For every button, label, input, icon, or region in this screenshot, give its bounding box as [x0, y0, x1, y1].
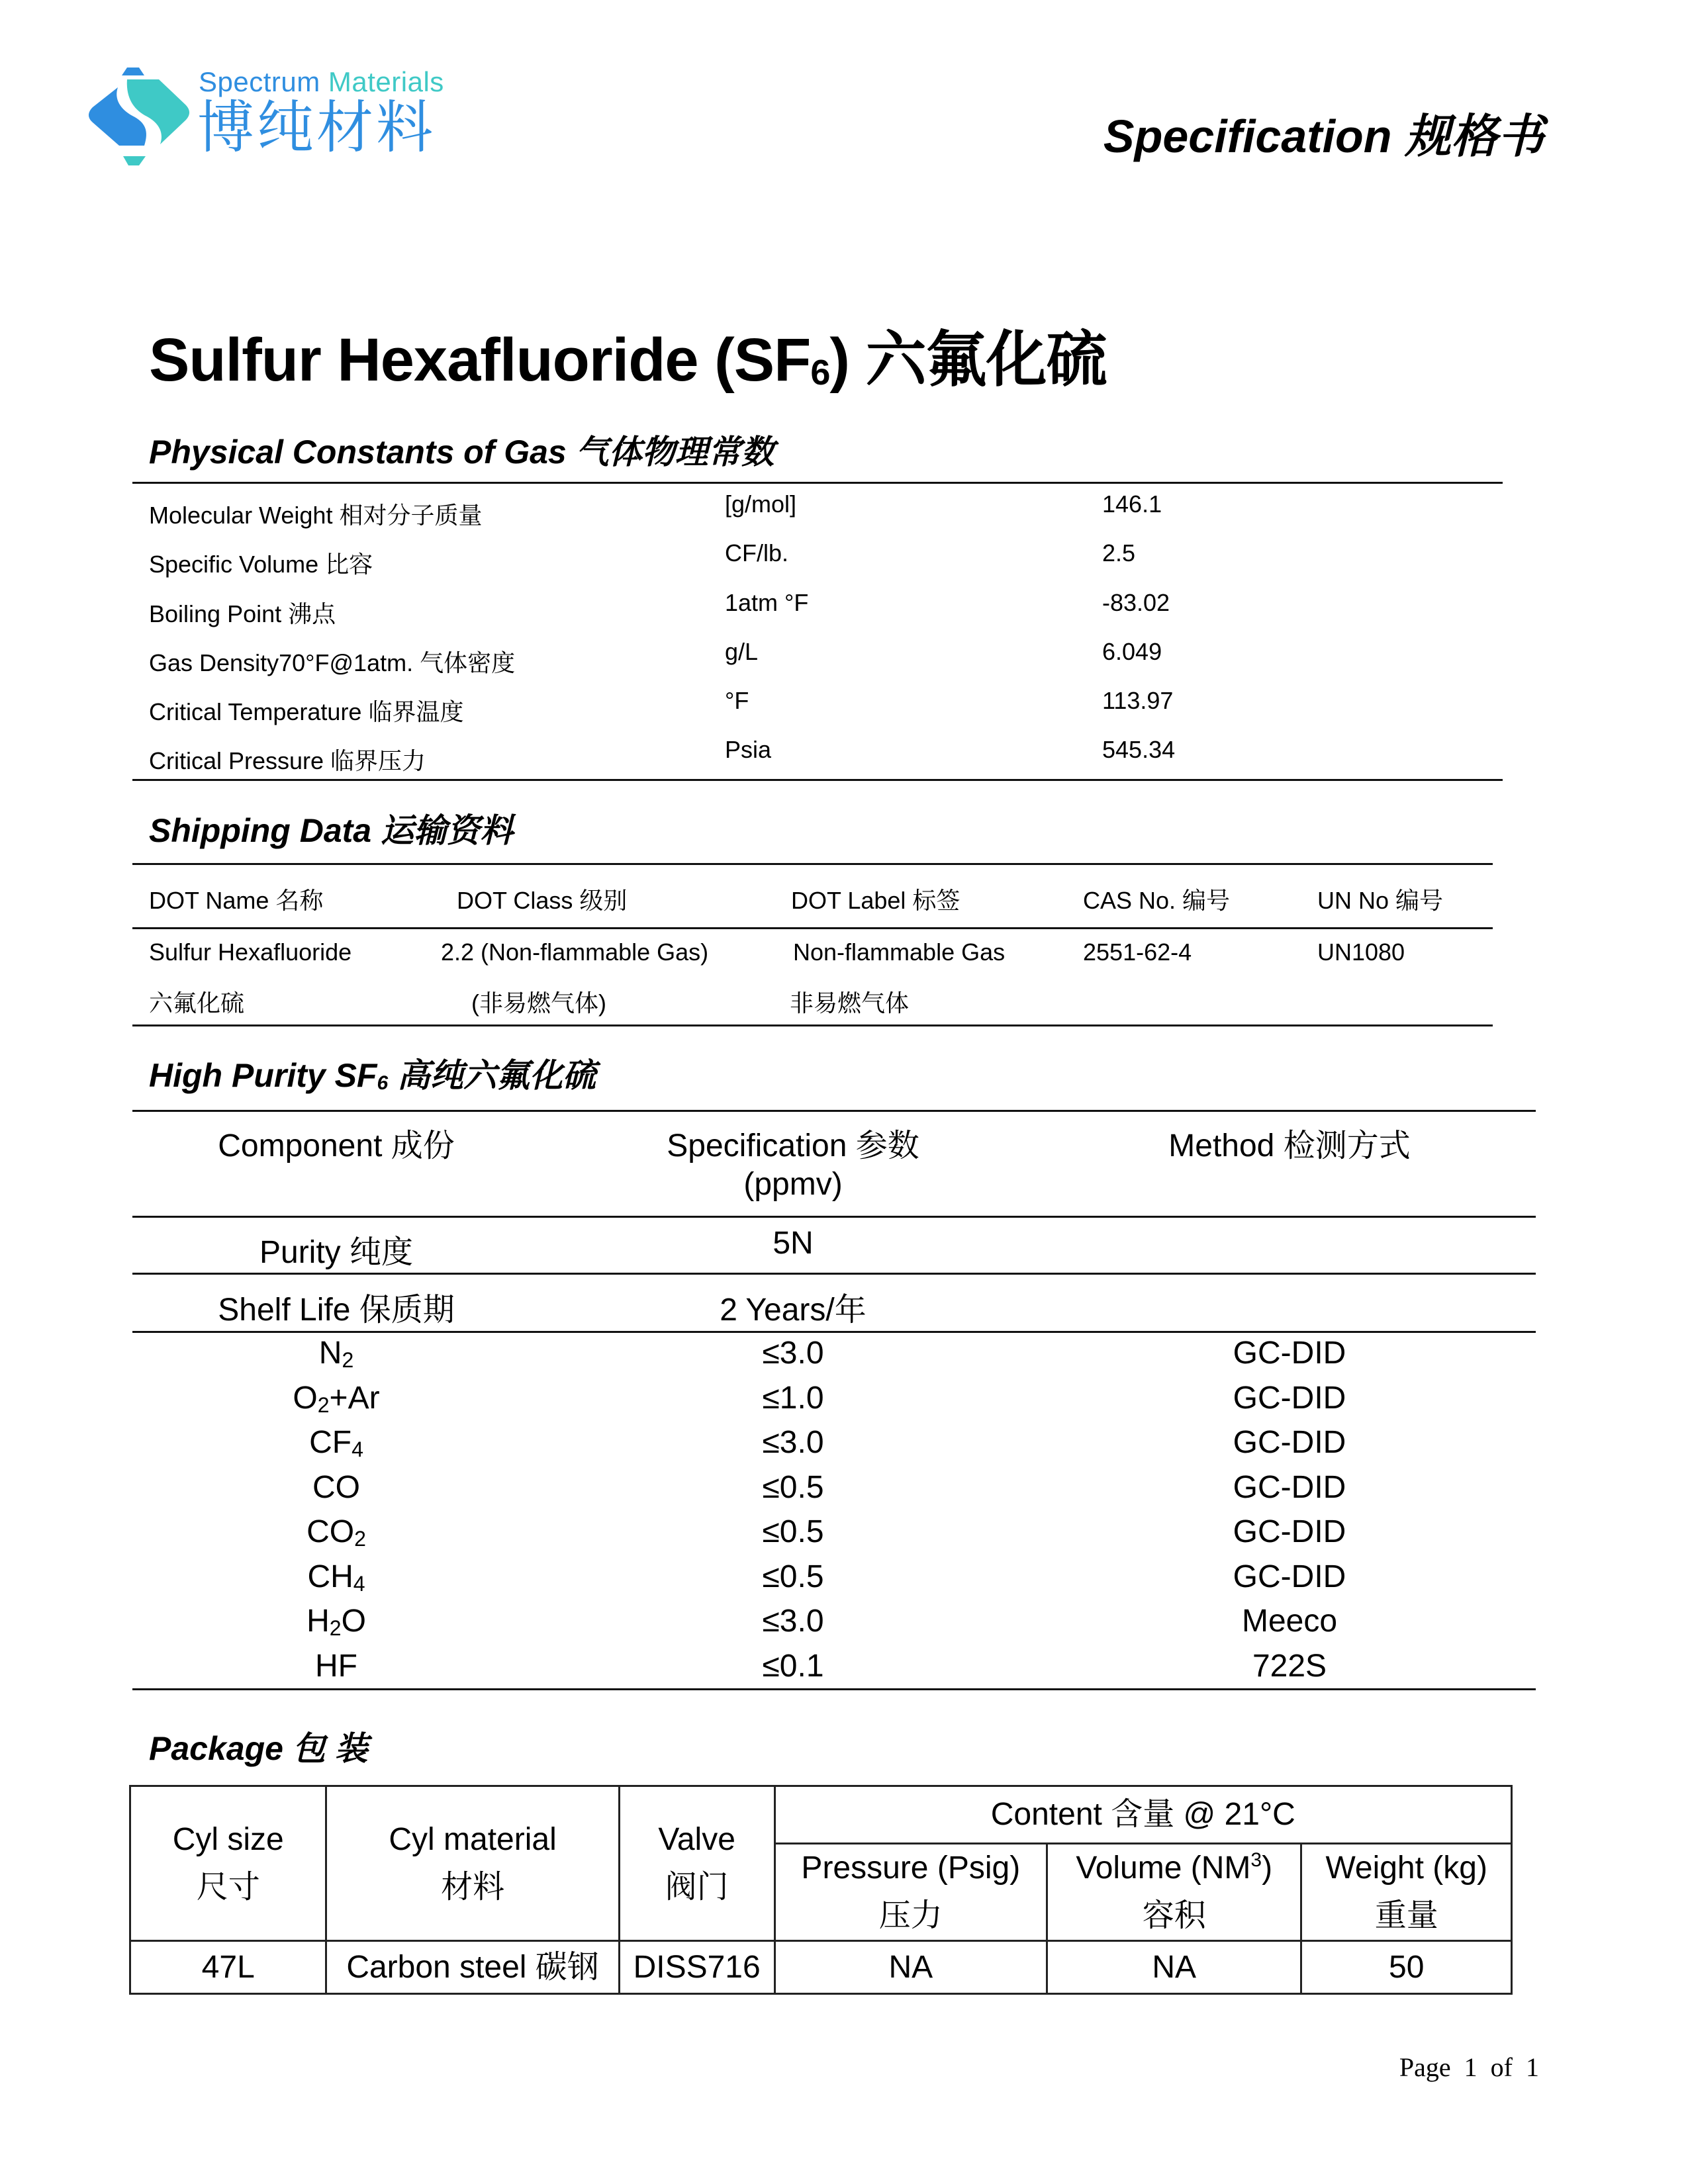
- title-suffix: ) 六氟化硫: [829, 326, 1107, 394]
- package-heading: Package 包 装: [149, 1730, 368, 1767]
- property-unit: Psia: [725, 736, 772, 763]
- shipping-cell-cn: (非易燃气体): [471, 989, 606, 1017]
- shelf-life-value: 2 Years/年: [720, 1293, 867, 1328]
- component-base: O: [293, 1381, 318, 1416]
- valve-cn: 阀门: [665, 1869, 729, 1905]
- cyl-material-en: Cyl material: [389, 1821, 557, 1857]
- component-name: [312, 1469, 360, 1506]
- shipping-header-cell: DOT Class 级别: [457, 887, 628, 914]
- divider: [132, 1110, 1536, 1112]
- content-header: Content 含量 @ 21°C: [774, 1786, 1511, 1844]
- component-base: CF: [309, 1425, 352, 1460]
- volume-cn: 容积: [1142, 1898, 1206, 1933]
- volume-en: [1048, 1844, 1300, 1892]
- property-value: 6.049: [1102, 638, 1162, 665]
- component-method: GC-DID: [1233, 1336, 1346, 1371]
- cyl-size-en: Cyl size: [172, 1821, 284, 1857]
- property-value: 146.1: [1102, 490, 1162, 518]
- shipping-cell-cn: 六氟化硫: [149, 989, 245, 1017]
- divider: [132, 927, 1493, 929]
- component-name: [306, 1514, 366, 1551]
- brand-name-en: [199, 66, 444, 98]
- component-tail: O: [341, 1604, 366, 1639]
- title-prefix: Sulfur Hexafluoride (SF: [149, 326, 811, 394]
- header-component: Component 成份: [218, 1128, 455, 1163]
- property-label: Gas Density70°F@1atm. 气体密度: [149, 649, 516, 676]
- property-unit: g/L: [725, 638, 759, 665]
- component-spec: ≤3.0: [762, 1604, 824, 1639]
- component-subscript: 4: [353, 1572, 365, 1596]
- component-spec: ≤0.5: [762, 1514, 824, 1549]
- volume-header: [1047, 1844, 1301, 1941]
- property-label: Critical Pressure 临界压力: [149, 747, 426, 774]
- header-method: Method 检测方式: [1168, 1128, 1411, 1163]
- cyl-material-value: Carbon steel 碳钢: [326, 1941, 619, 1994]
- cyl-material-header: [326, 1786, 619, 1941]
- page-number: Page 1 of 1: [1399, 2052, 1539, 2082]
- divider: [132, 1273, 1536, 1275]
- package-table: [129, 1785, 1513, 1995]
- physical-constants-heading: Physical Constants of Gas 气体物理常数: [149, 433, 774, 471]
- component-method: GC-DID: [1233, 1425, 1346, 1460]
- property-label: Boiling Point 沸点: [149, 600, 336, 627]
- component-method: Meeco: [1241, 1604, 1338, 1639]
- component-base: H: [306, 1604, 330, 1639]
- component-spec: ≤3.0: [762, 1425, 824, 1460]
- shipping-data-heading: Shipping Data 运输资料: [149, 812, 513, 849]
- weight-cn: 重量: [1374, 1898, 1438, 1933]
- purity-value: 5N: [773, 1226, 814, 1261]
- divider: [132, 1216, 1536, 1218]
- component-method: GC-DID: [1233, 1470, 1346, 1505]
- component-name: [306, 1603, 366, 1641]
- shipping-header-cell: DOT Name 名称: [149, 887, 324, 914]
- property-value: -83.02: [1102, 589, 1170, 616]
- component-subscript: 2: [354, 1527, 366, 1551]
- shipping-header-cell: CAS No. 编号: [1083, 887, 1231, 914]
- property-unit: 1atm °F: [725, 589, 809, 616]
- volume-value: NA: [1047, 1941, 1301, 1994]
- cyl-size-cn: 尺寸: [196, 1869, 260, 1905]
- shipping-cell: 2551-62-4: [1083, 938, 1192, 966]
- divider: [132, 1024, 1493, 1026]
- header-specification: Specification 参数: [667, 1128, 919, 1163]
- valve-header: [619, 1786, 774, 1941]
- title-subscript: 6: [810, 353, 830, 392]
- component-base: CH: [307, 1559, 353, 1594]
- heading-suffix: 高纯六氟化硫: [388, 1057, 596, 1094]
- component-name: [307, 1559, 365, 1596]
- pressure-header: [774, 1844, 1047, 1941]
- volume-label: Volume (NM: [1076, 1850, 1251, 1886]
- component-spec: ≤3.0: [762, 1336, 824, 1371]
- shipping-cell: Non-flammable Gas: [793, 938, 1006, 966]
- property-unit: CF/lb.: [725, 539, 789, 567]
- divider: [132, 482, 1503, 484]
- component-method: GC-DID: [1233, 1514, 1346, 1549]
- component-spec: ≤0.5: [762, 1470, 824, 1505]
- brand-name-second: Materials: [328, 66, 444, 97]
- volume-superscript: 3: [1250, 1849, 1262, 1871]
- high-purity-heading: [149, 1049, 596, 1097]
- cyl-size-header: [130, 1786, 326, 1941]
- cyl-material-cn: 材料: [441, 1869, 505, 1905]
- divider: [132, 1331, 1536, 1333]
- shipping-cell: UN1080: [1317, 938, 1405, 966]
- property-value: 113.97: [1102, 687, 1174, 714]
- component-method: 722S: [1252, 1649, 1327, 1684]
- brand-name-cn: 博纯材料: [197, 96, 436, 159]
- component-name: [293, 1380, 379, 1418]
- brand-name-first: Spectrum: [199, 66, 320, 97]
- divider: [132, 1688, 1536, 1690]
- property-unit: [g/mol]: [725, 490, 797, 518]
- component-subscript: 4: [352, 1437, 363, 1461]
- property-unit: °F: [725, 687, 749, 714]
- pressure-en: Pressure (Psig): [801, 1850, 1021, 1886]
- component-subscript: 2: [342, 1348, 354, 1372]
- property-value: 545.34: [1102, 736, 1176, 763]
- component-base: CO: [306, 1514, 355, 1549]
- component-name: [315, 1648, 357, 1684]
- component-subscript: 2: [317, 1393, 330, 1417]
- weight-header: [1301, 1844, 1512, 1941]
- weight-en: Weight (kg): [1325, 1850, 1487, 1886]
- spectrum-materials-logo-icon: [86, 60, 192, 172]
- shipping-cell: Sulfur Hexafluoride: [149, 938, 352, 966]
- component-name: [319, 1335, 353, 1373]
- component-base: HF: [315, 1649, 357, 1684]
- weight-value: 50: [1301, 1941, 1512, 1994]
- component-subscript: 2: [329, 1616, 342, 1640]
- pressure-value: NA: [774, 1941, 1047, 1994]
- divider: [132, 779, 1503, 781]
- component-method: GC-DID: [1233, 1381, 1346, 1416]
- table-row: [130, 1941, 1512, 1994]
- valve-value: DISS716: [619, 1941, 774, 1994]
- shipping-cell-cn: 非易燃气体: [790, 989, 910, 1017]
- property-label: Molecular Weight 相对分子质量: [149, 502, 483, 529]
- component-method: GC-DID: [1233, 1559, 1346, 1594]
- valve-en: Valve: [658, 1821, 735, 1857]
- shipping-cell: 2.2 (Non-flammable Gas): [441, 938, 709, 966]
- component-spec: ≤0.5: [762, 1559, 824, 1594]
- pressure-cn: 压力: [878, 1898, 943, 1933]
- property-value: 2.5: [1102, 539, 1136, 567]
- divider: [132, 863, 1493, 865]
- component-spec: ≤0.1: [762, 1649, 824, 1684]
- property-label: Critical Temperature 临界温度: [149, 698, 464, 725]
- shelf-life-label: Shelf Life 保质期: [218, 1293, 455, 1328]
- property-label: Specific Volume 比容: [149, 551, 373, 578]
- heading-prefix: High Purity SF: [149, 1057, 377, 1094]
- component-base: N: [318, 1336, 342, 1371]
- shipping-header-cell: UN No 编号: [1317, 887, 1444, 914]
- page-title: [149, 311, 1107, 398]
- component-tail: +Ar: [329, 1381, 380, 1416]
- component-spec: ≤1.0: [762, 1381, 824, 1416]
- shipping-header-cell: DOT Label 标签: [791, 887, 961, 914]
- volume-close: ): [1262, 1850, 1273, 1886]
- component-base: CO: [312, 1470, 360, 1505]
- header-specification-unit: (ppmv): [743, 1167, 843, 1202]
- cyl-size-value: 47L: [130, 1941, 326, 1994]
- purity-label: Purity 纯度: [259, 1235, 414, 1270]
- component-name: [309, 1424, 363, 1462]
- document-type-title: Specification 规格书: [1103, 111, 1544, 162]
- heading-subscript: 6: [377, 1072, 389, 1094]
